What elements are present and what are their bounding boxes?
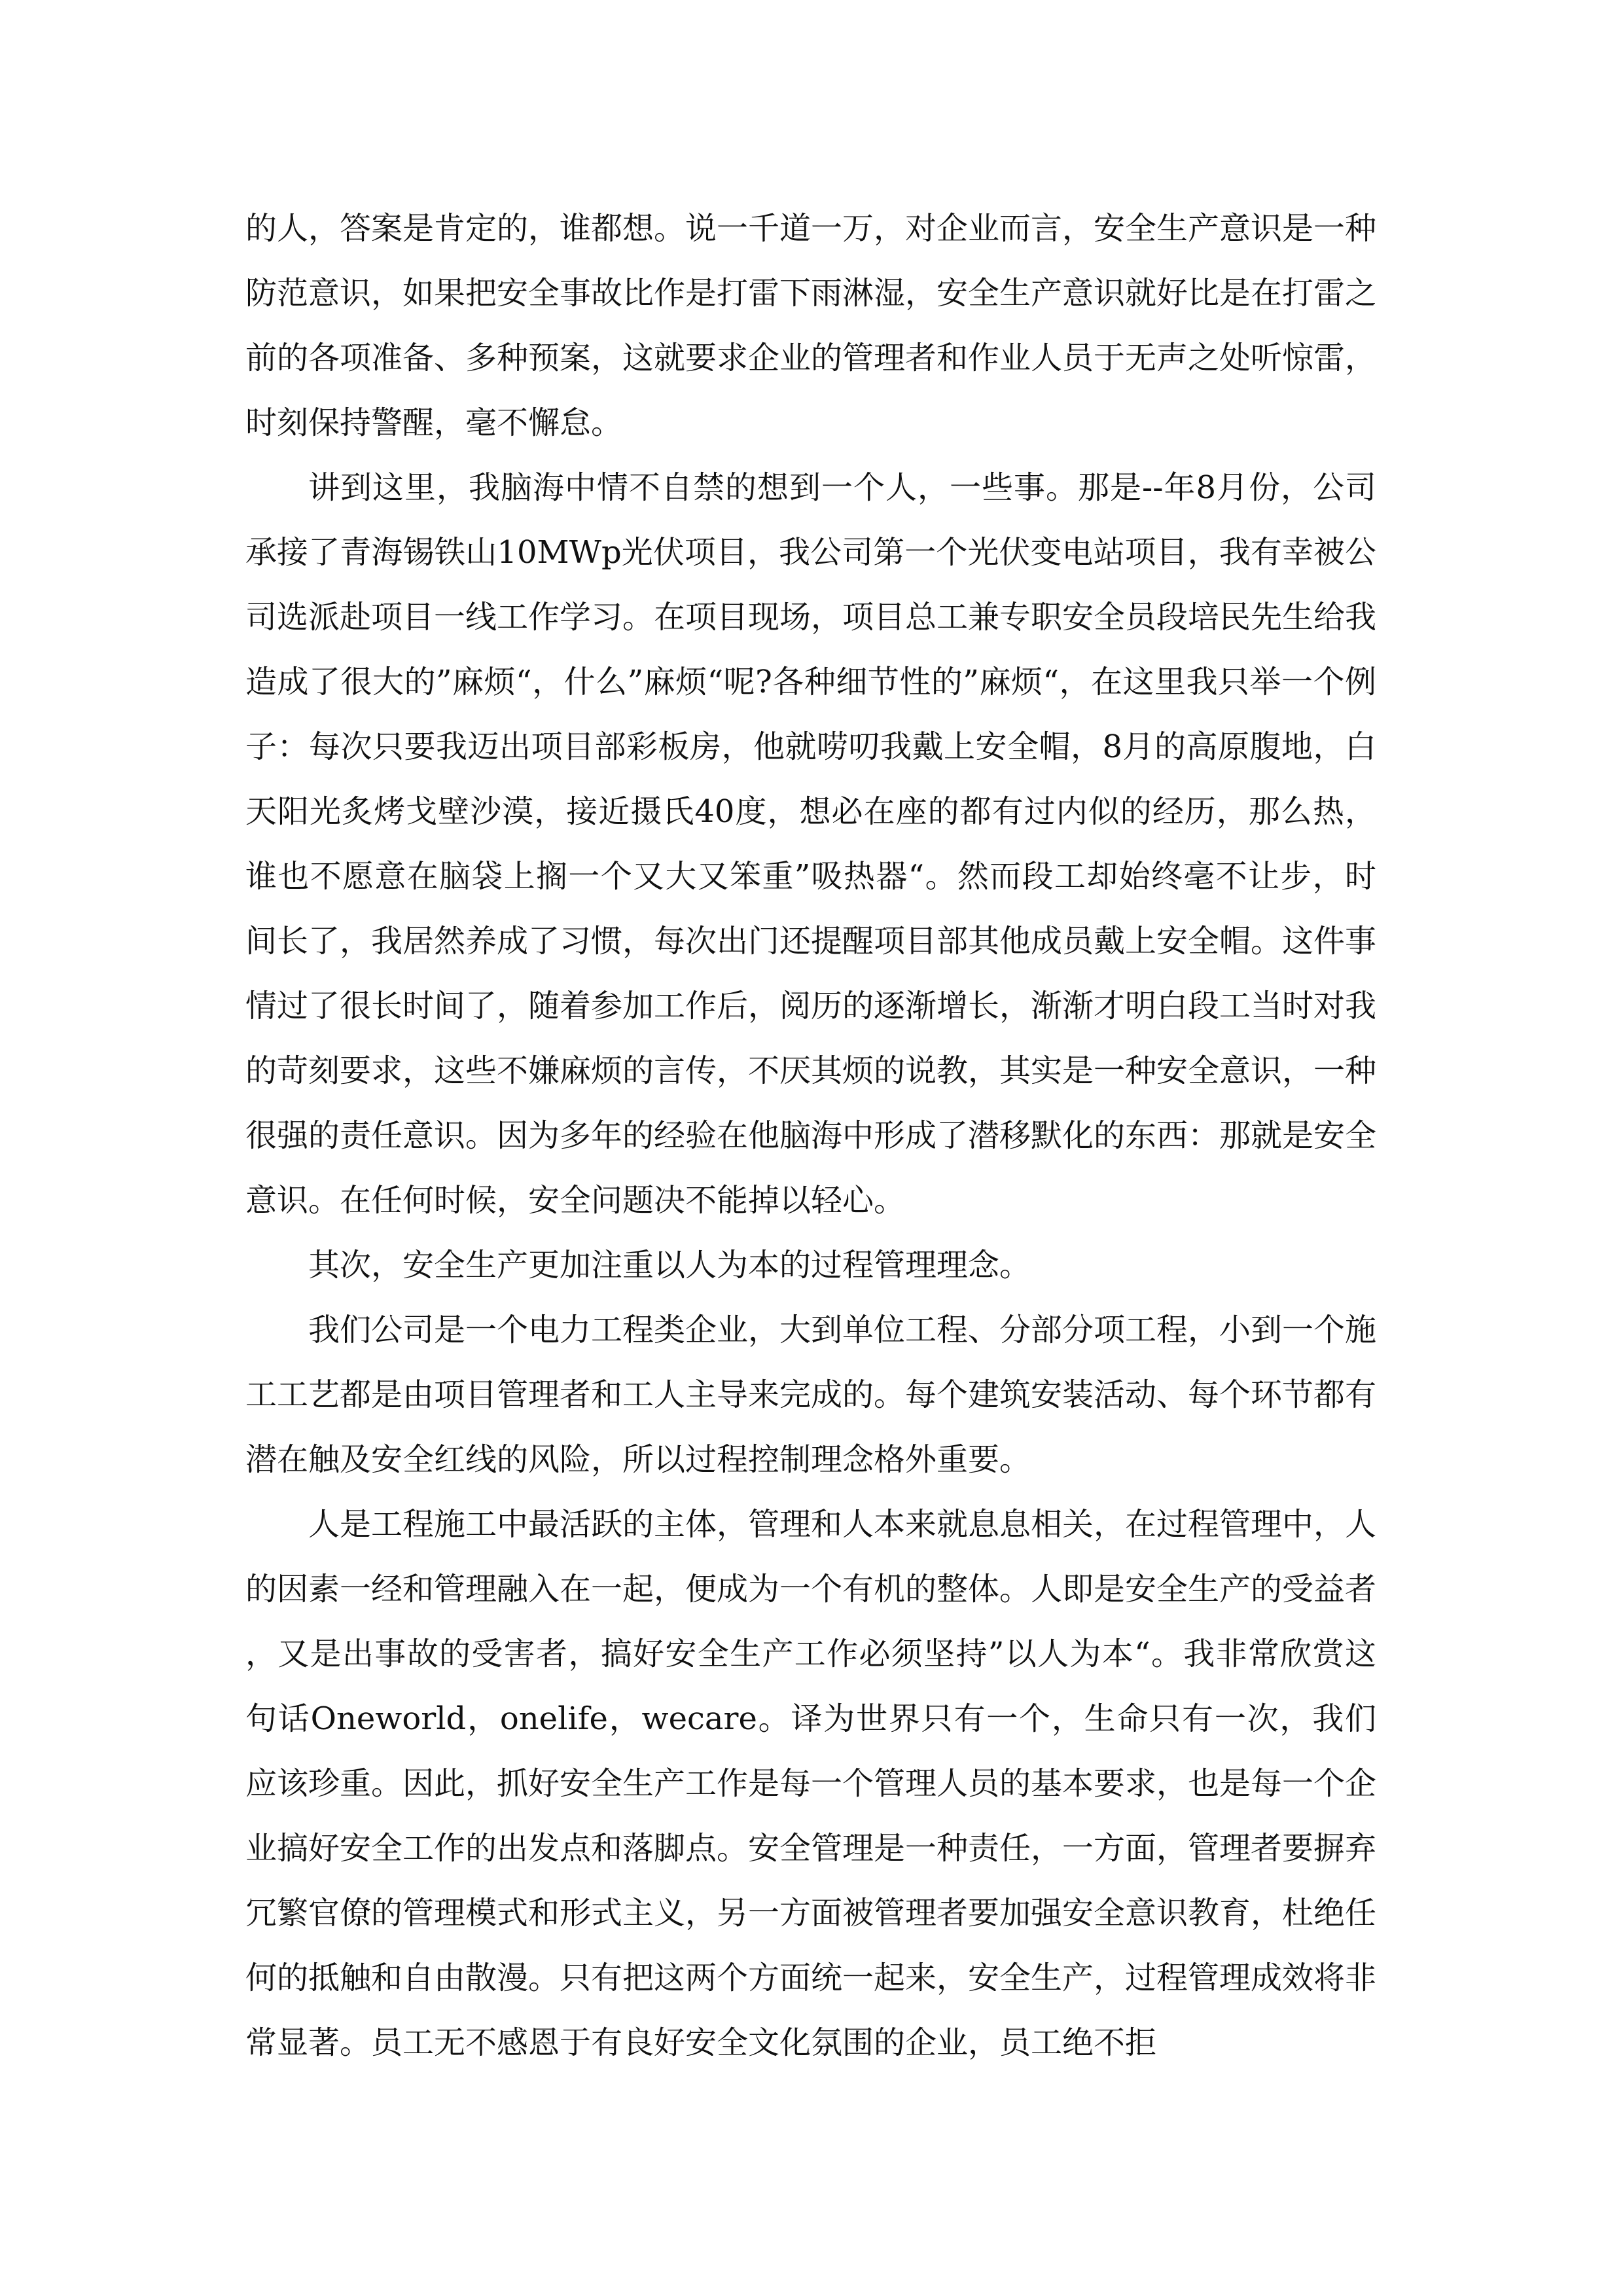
paragraph-1: 的人，答案是肯定的，谁都想。说一千道一万，对企业而言，安全生产意识是一种防范意识，如果把安全事故比作是打雷下雨淋湿，安全生产意识就好比是在打雷之前的各项准备、多种预案，这就要求企业的管理者和作业人员于无声之处听惊雷，时刻保持警醒，毫不懈怠。 [245, 210, 1377, 441]
paragraph-4: 我们公司是一个电力工程类企业，大到单位工程、分部分项工程，小到一个施工工艺都是由项目管理者和工人主导来完成的。每个建筑安装活动、每个环节都有潜在触及安全红线的风险，所以过程控制理念格外重要。 [245, 1312, 1377, 1478]
document-body [245, 196, 1376, 2075]
paragraph-3: 其次，安全生产更加注重以人为本的过程管理理念。 [308, 1247, 1031, 1283]
paragraph-2: 讲到这里，我脑海中情不自禁的想到一个人，一些事。那是--年8月份，公司承接了青海锡铁山10MWp光伏项目，我公司第一个光伏变电站项目，我有幸被公司选派赴项目一线工作学习。在项目现场，项目总工兼专职安全员段培民先生给我造成了很大的”麻烦“，什么”麻烦“呢?各种细节性的”麻烦“，在这里我只举一个例子：每次只要我迈出项目部彩板房，他就唠叨我戴上安全帽，8月的高原腹地，白天阳光炙烤戈壁沙漠，接近摄氏40度，想必在座的都有过内似的经历，那么热，谁也不愿意在脑袋上搁一个又大又笨重”吸热器“。然而段工却始终毫不让步，时间长了，我居然养成了习惯，每次出门还提醒项目部其他成员戴上安全帽。这件事情过了很长时间了，随着参加工作后，阅历的逐渐增长，渐渐才明白段工当时对我的苛刻要求，这些不嫌麻烦的言传，不厌其烦的说教，其实是一种安全意识，一种很强的责任意识。因为多年的经验在他脑海中形成了潜移默化的东西：那就是安全意识。在任何时候，安全问题决不能掉以轻心。 [245, 469, 1377, 1219]
paragraph-5: 人是工程施工中最活跃的主体，管理和人本来就息息相关，在过程管理中，人的因素一经和管理融入在一起，便成为一个有机的整体。人即是安全生产的受益者，又是出事故的受害者，搞好安全生产工作必须坚持”以人为本“。我非常欣赏这句话Oneworld，onelife，wecare。译为世界只有一个，生命只有一次，我们应该珍重。因此，抓好安全生产工作是每一个管理人员的基本要求，也是每一个企业搞好安全工作的出发点和落脚点。安全管理是一种责任，一方面，管理者要摒弃冗繁官僚的管理模式和形式主义，另一方面被管理者要加强安全意识教育，杜绝任何的抵触和自由散漫。只有把这两个方面统一起来，安全生产，过程管理成效将非常显著。员工无不感恩于有良好安全文化氛围的企业，员工绝不拒 [245, 1506, 1377, 2061]
